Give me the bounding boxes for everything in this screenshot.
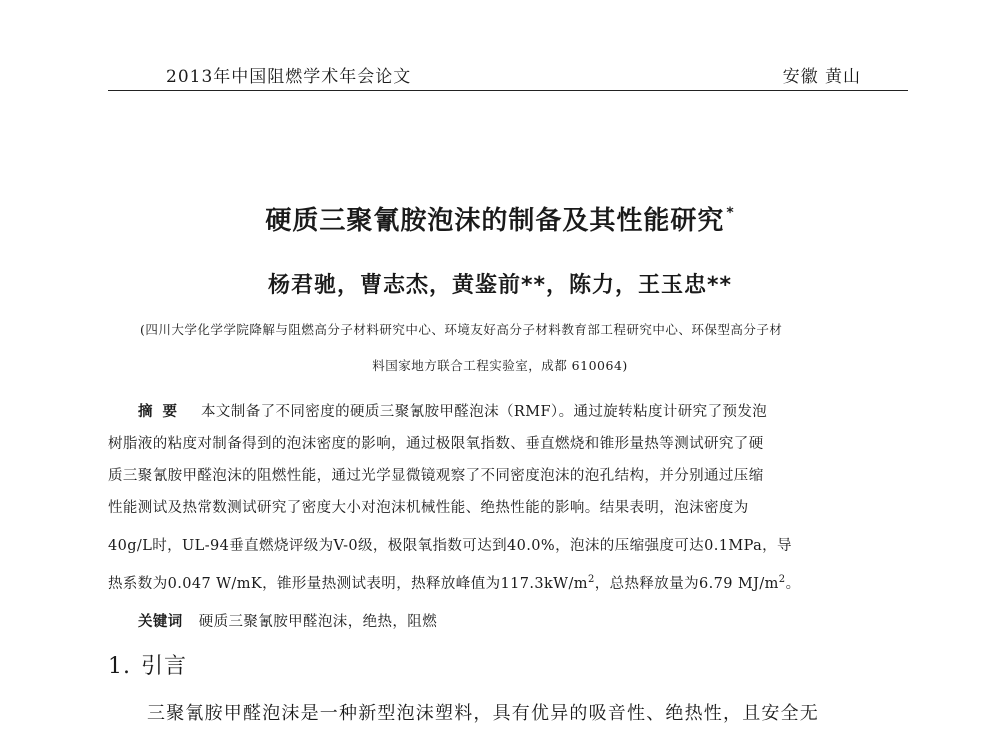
- affiliation-line: 料国家地方联合工程实验室，成都 610064): [372, 358, 628, 373]
- abstract-text: ，总热释放量为6.79 MJ/m: [594, 576, 779, 592]
- section-heading: [108, 649, 187, 680]
- paper-title-text: 硬质三聚氰胺泡沫的制备及其性能研究: [265, 206, 725, 236]
- superscript: 2: [587, 574, 595, 585]
- author-list: 杨君驰，曹志杰，黄鉴前**，陈力，王玉忠**: [267, 273, 733, 298]
- abstract-text: 热系数为0.047 W/mK，锥形量热测试表明，热释放峰值为117.3kW/m: [108, 576, 588, 592]
- abstract-line: [108, 572, 800, 593]
- abstract-text: 本文制备了不同密度的硬质三聚氰胺甲醛泡沫（RMF）。通过旋转粘度计研究了预发泡: [201, 404, 768, 420]
- abstract-line: [138, 400, 767, 421]
- paper-title: [0, 200, 1000, 237]
- affiliation-line: (四川大学化学学院降解与阻燃高分子材料研究中心、环境友好高分子材料教育部工程研究中心、环保型高分子材: [140, 322, 783, 337]
- header-rule: [108, 90, 908, 91]
- keywords-label: 关键词: [138, 614, 183, 630]
- running-header: [108, 58, 905, 88]
- header-location: 安徽 黄山: [782, 67, 861, 87]
- abstract-line: 树脂液的粘度对制备得到的泡沫密度的影响，通过极限氧指数、垂直燃烧和锥形量热等测试研究了硬: [108, 436, 764, 452]
- abstract-label: 摘要: [138, 404, 187, 420]
- keywords-line: [138, 610, 437, 631]
- abstract-text: 。: [785, 576, 801, 592]
- section-title: 引言: [141, 654, 188, 679]
- section-number: 1.: [108, 654, 131, 679]
- body-paragraph-line: 三聚氰胺甲醛泡沫是一种新型泡沫塑料，具有优异的吸音性、绝热性，且安全无: [147, 703, 819, 724]
- abstract-line: 40g/L时，UL-94垂直燃烧评级为V-0级，极限氧指数可达到40.0%，泡沫的压缩强度可达0.1MPa，导: [108, 538, 792, 554]
- abstract-line: 质三聚氰胺甲醛泡沫的阻燃性能，通过光学显微镜观察了不同密度泡沫的泡孔结构，并分别通过压缩: [108, 468, 764, 484]
- header-conference: 2013年中国阻燃学术年会论文: [166, 67, 412, 87]
- title-footnote-mark: *: [726, 205, 735, 221]
- keywords-text: 硬质三聚氰胺甲醛泡沫，绝热，阻燃: [198, 614, 438, 630]
- abstract-line: 性能测试及热常数测试研究了密度大小对泡沫机械性能、绝热性能的影响。结果表明，泡沫密度为: [108, 500, 749, 516]
- superscript: 2: [778, 574, 786, 585]
